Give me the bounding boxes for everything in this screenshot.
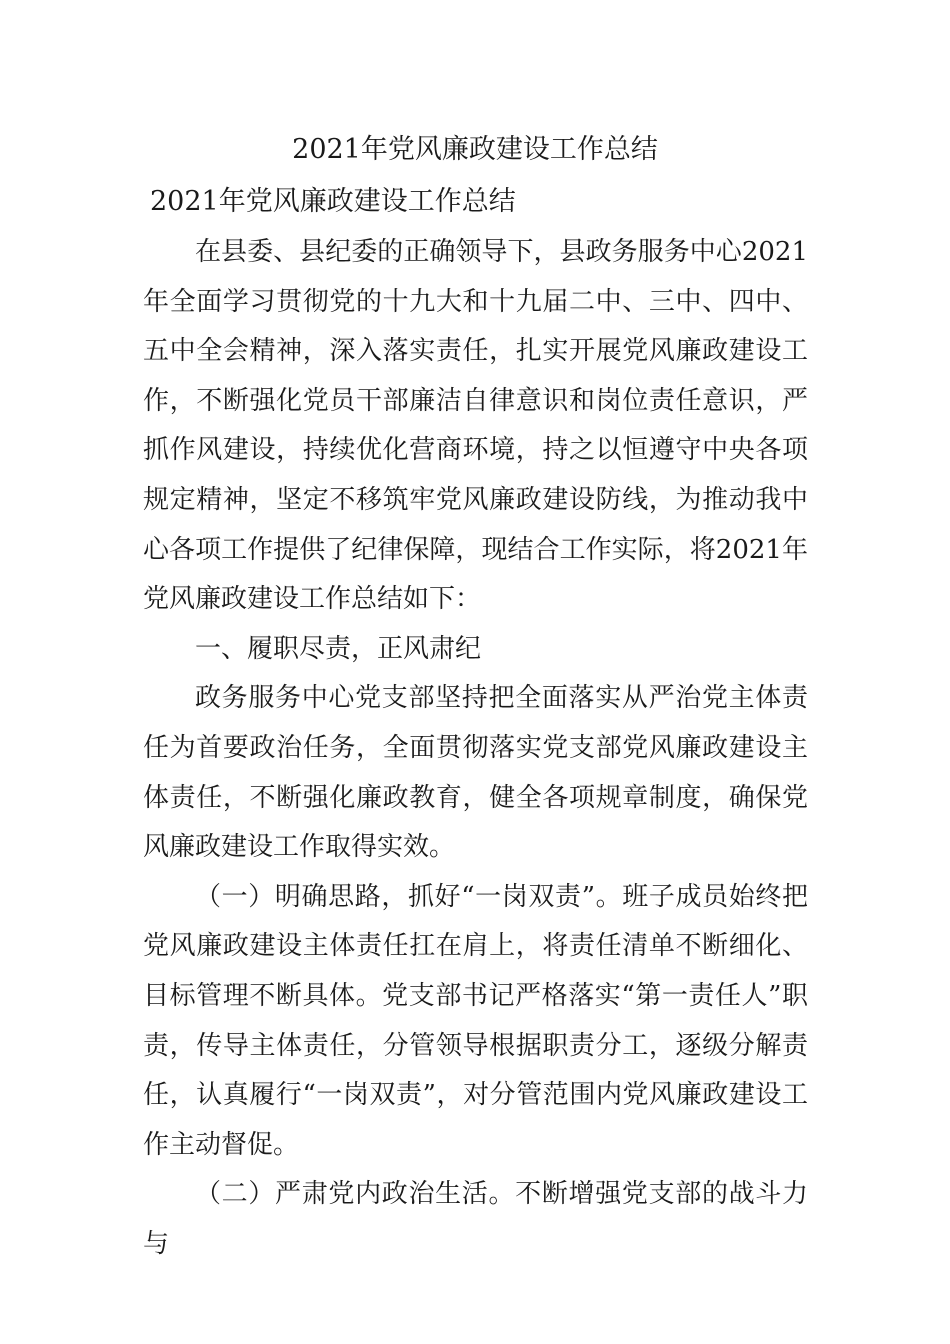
- document-subtitle: 2021年党风廉政建设工作总结: [150, 186, 516, 217]
- document-body: [143, 228, 808, 1269]
- document-title: 2021年党风廉政建设工作总结: [292, 134, 658, 165]
- paragraph-intro: 在县委、县纪委的正确领导下，县政务服务中心2021年全面学习贯彻党的十九大和十九届二中、三中、四中、五中全会精神，深入落实责任，扎实开展党风廉政建设工作，不断强化党员干部廉洁自律意识和岗位责任意识，严抓作风建设，持续优化营商环境，持之以恒遵守中央各项规定精神，坚定不移筑牢党风廉政建设防线，为推动我中心各项工作提供了纪律保障，现结合工作实际，将2021年党风廉政建设工作总结如下：: [143, 237, 808, 615]
- paragraph-section-1: 政务服务中心党支部坚持把全面落实从严治党主体责任为首要政治任务，全面贯彻落实党支部党风廉政建设主体责任，不断强化廉政教育，健全各项规章制度，确保党风廉政建设工作取得实效。: [143, 683, 808, 863]
- paragraph-item-1: （一）明确思路，抓好“一岗双责”。班子成员始终把党风廉政建设主体责任扛在肩上，将责任清单不断细化、目标管理不断具体。党支部书记严格落实“第一责任人”职责，传导主体责任，分管领导根据职责分工，逐级分解责任，认真履行“一岗双责”，对分管范围内党风廉政建设工作主动督促。: [143, 881, 808, 1160]
- paragraph-item-2: （二）严肃党内政治生活。不断增强党支部的战斗力与: [143, 1179, 808, 1259]
- section-heading-1: 一、履职尽责，正风肃纪: [195, 633, 482, 664]
